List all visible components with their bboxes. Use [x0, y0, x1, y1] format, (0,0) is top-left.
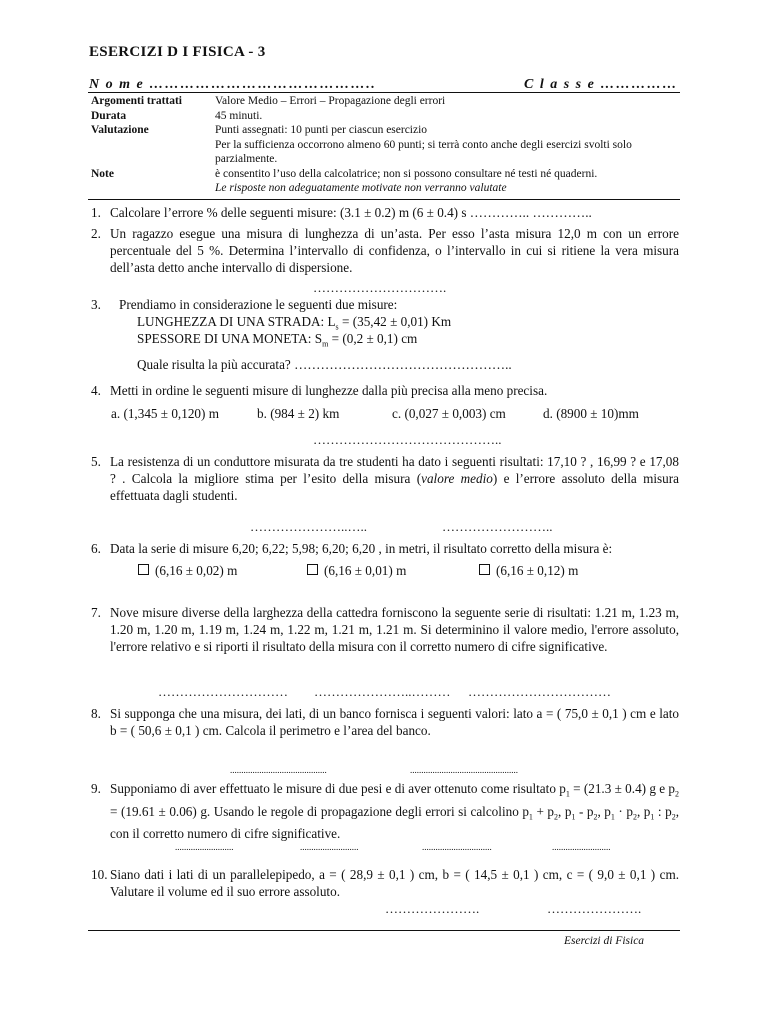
- answer-blank[interactable]: ……………………………………..: [313, 432, 502, 447]
- option-b: b. (984 ± 2) km: [257, 406, 340, 421]
- answer-blank[interactable]: ..........................: [552, 842, 611, 852]
- valutazione-value-1: Punti assegnati: 10 punti per ciascun esercizio: [215, 124, 428, 136]
- question-text: Si supponga che una misura, dei lati, di un banco fornisca i seguenti valori: lato a = ( 75,0 ± 0,1 ) cm e lato b = ( 50,6 ± 0,1 ) cm. Calcola il perimetro e l’area del banco.: [110, 706, 679, 738]
- answer-blank[interactable]: ..........................: [175, 842, 234, 852]
- note-value-1: è consentito l’uso della calcolatrice; non si possono consultare né testi né quaderni.: [215, 167, 598, 180]
- question-number: 1.: [91, 205, 101, 220]
- checkbox[interactable]: [479, 564, 490, 575]
- answer-blank[interactable]: ...........................................: [230, 765, 327, 775]
- note-value-2: Le risposte non adeguatamente motivate non verranno valutate: [215, 182, 507, 194]
- question-5: [91, 453, 679, 504]
- question-number: 4.: [91, 383, 101, 398]
- footer-label: Esercizi di Fisica: [564, 935, 645, 947]
- question-4: [91, 382, 679, 399]
- question-number: 9.: [91, 781, 101, 796]
- question-number: 7.: [91, 605, 101, 620]
- question-text: Prendiamo in considerazione le seguenti due misure:: [119, 297, 398, 312]
- question-number: 2.: [91, 226, 101, 241]
- choice-3[interactable]: (6,16 ± 0,12) m: [479, 563, 578, 579]
- answer-blank[interactable]: …………………..………: [314, 684, 451, 699]
- answer-blank[interactable]: ………………………….: [313, 280, 447, 295]
- question-6: [91, 540, 679, 557]
- question-10: [91, 866, 679, 900]
- question-2: [91, 225, 679, 276]
- argomenti-value: Valore Medio – Errori – Propagazione degli errori: [215, 95, 446, 107]
- valutazione-value-2: Per la sufficienza occorrono almeno 60 punti; si terrà conto anche degli esercizi svolti solo parzialmente.: [215, 138, 632, 165]
- info-table: [91, 94, 685, 196]
- info-divider: [88, 199, 680, 200]
- question-text: La resistenza di un conduttore misurata da tre studenti ha dato i seguenti risultati: 17,10 ? , 16,99 ? e 17,08 ? . Calcola la migliore stima per l’esito della misura (valore medio) e l’errore assoluto della misura effettuata dagli studenti.: [110, 454, 679, 503]
- question-1: [91, 204, 679, 221]
- question-number: 3.: [91, 297, 101, 312]
- question-text: Siano dati i lati di un parallelepipedo, a = ( 28,9 ± 0,1 ) cm, b = ( 14,5 ± 0,1 ) cm, c = ( 9,0 ± 0,1 ) cm. Valutare il volume ed il suo errore assoluto.: [110, 867, 679, 899]
- question-number: 8.: [91, 706, 101, 721]
- header-divider: [88, 92, 680, 93]
- answer-blank[interactable]: ……………………………: [468, 684, 611, 699]
- answer-blank[interactable]: ………………….: [385, 901, 480, 916]
- name-field: N o m e ……………………………………..: [89, 77, 377, 92]
- answer-blank[interactable]: …………………..…..: [250, 519, 367, 534]
- question-number: 10.: [91, 867, 108, 882]
- question-number: 5.: [91, 454, 101, 469]
- answer-blank[interactable]: ……………………..: [442, 519, 553, 534]
- footer-divider: [88, 930, 680, 931]
- measure-road: LUNGHEZZA DI UNA STRADA: $L_s = (35,42 \pm 0,01)$ Km: [137, 314, 452, 332]
- choice-2[interactable]: (6,16 ± 0,01) m: [307, 563, 406, 579]
- option-a: a. (1,345 ± 0,120) m: [111, 406, 219, 421]
- question-8: [91, 705, 679, 739]
- answer-blank[interactable]: ................................................: [410, 765, 518, 775]
- option-c: c. (0,027 ± 0,003) cm: [392, 406, 506, 421]
- question-3-prompt: Quale risulta la più accurata? …………………………………………..: [137, 357, 512, 372]
- question-text: Un ragazzo esegue una misura di lunghezza di un’asta. Per esso l’asta misura 12,0 m con un errore percentuale del 5 %. Determina l’intervallo di confidenza, o l’intervallo in cui si ritiene la vera misura dell’asta detto anche intervallo di dispersione.: [110, 226, 679, 275]
- question-text: Nove misure diverse della larghezza della cattedra forniscono la seguente serie di risultati: 1.21 m, 1.23 m, 1.20 m, 1.20 m, 1.19 m, 1.24 m, 1.22 m, 1.21 m, 1.21 m. Si determinino il valore medio, l'errore assoluto, l'errore relativo e si riporti il risultato della misura con il corretto numero di cifre significative.: [110, 605, 679, 654]
- question-7: [91, 604, 679, 655]
- option-d: d. (8900 ± 10)mm: [543, 406, 639, 421]
- question-text: Metti in ordine le seguenti misure di lunghezze dalla più precisa alla meno precisa.: [110, 383, 548, 398]
- answer-blank[interactable]: ..........................: [300, 842, 359, 852]
- checkbox[interactable]: [307, 564, 318, 575]
- choice-1[interactable]: (6,16 ± 0,02) m: [138, 563, 237, 579]
- durata-key: Durata: [91, 109, 127, 122]
- valutazione-key: Valutazione: [91, 124, 149, 136]
- question-text: Data la serie di misure 6,20; 6,22; 5,98; 6,20; 6,20 , in metri, il risultato corretto della misura è:: [110, 541, 613, 556]
- question-number: 6.: [91, 541, 101, 556]
- class-field: C l a s s e ……………: [524, 77, 678, 92]
- question-9: [91, 780, 679, 842]
- question-text: Calcolare l’errore % delle seguenti misure: (3.1 ± 0.2) m (6 ± 0.4) s ………….. …………..: [110, 205, 592, 220]
- note-key: Note: [91, 167, 114, 180]
- checkbox[interactable]: [138, 564, 149, 575]
- question-text: Supponiamo di aver effettuato le misure di due pesi e di aver ottenuto come risultato $p_1 = (21.3 \pm 0.4)$ g e $p_2 = (19.61 \pm 0.06)$ g. Usando le regole di propagazione degli errori si calcolino $p_1 + p_2$, $p_1 - p_2$, $p_1 \cdot p_2$, $p_1$ : $p_2$, con il corretto numero di cifre significative.: [110, 781, 680, 842]
- durata-value: 45 minuti.: [215, 109, 263, 122]
- question-3: [91, 296, 679, 313]
- measure-coin: SPESSORE DI UNA MONETA: $S_m = (0,2 \pm 0,1)$ cm: [137, 331, 418, 349]
- answer-blank[interactable]: ………………….: [547, 901, 642, 916]
- answer-blank[interactable]: …………………………: [158, 684, 288, 699]
- answer-blank[interactable]: ...............................: [422, 842, 492, 852]
- argomenti-key: Argomenti trattati: [91, 95, 183, 107]
- worksheet-title: ESERCIZI D I FISICA - 3: [89, 44, 266, 60]
